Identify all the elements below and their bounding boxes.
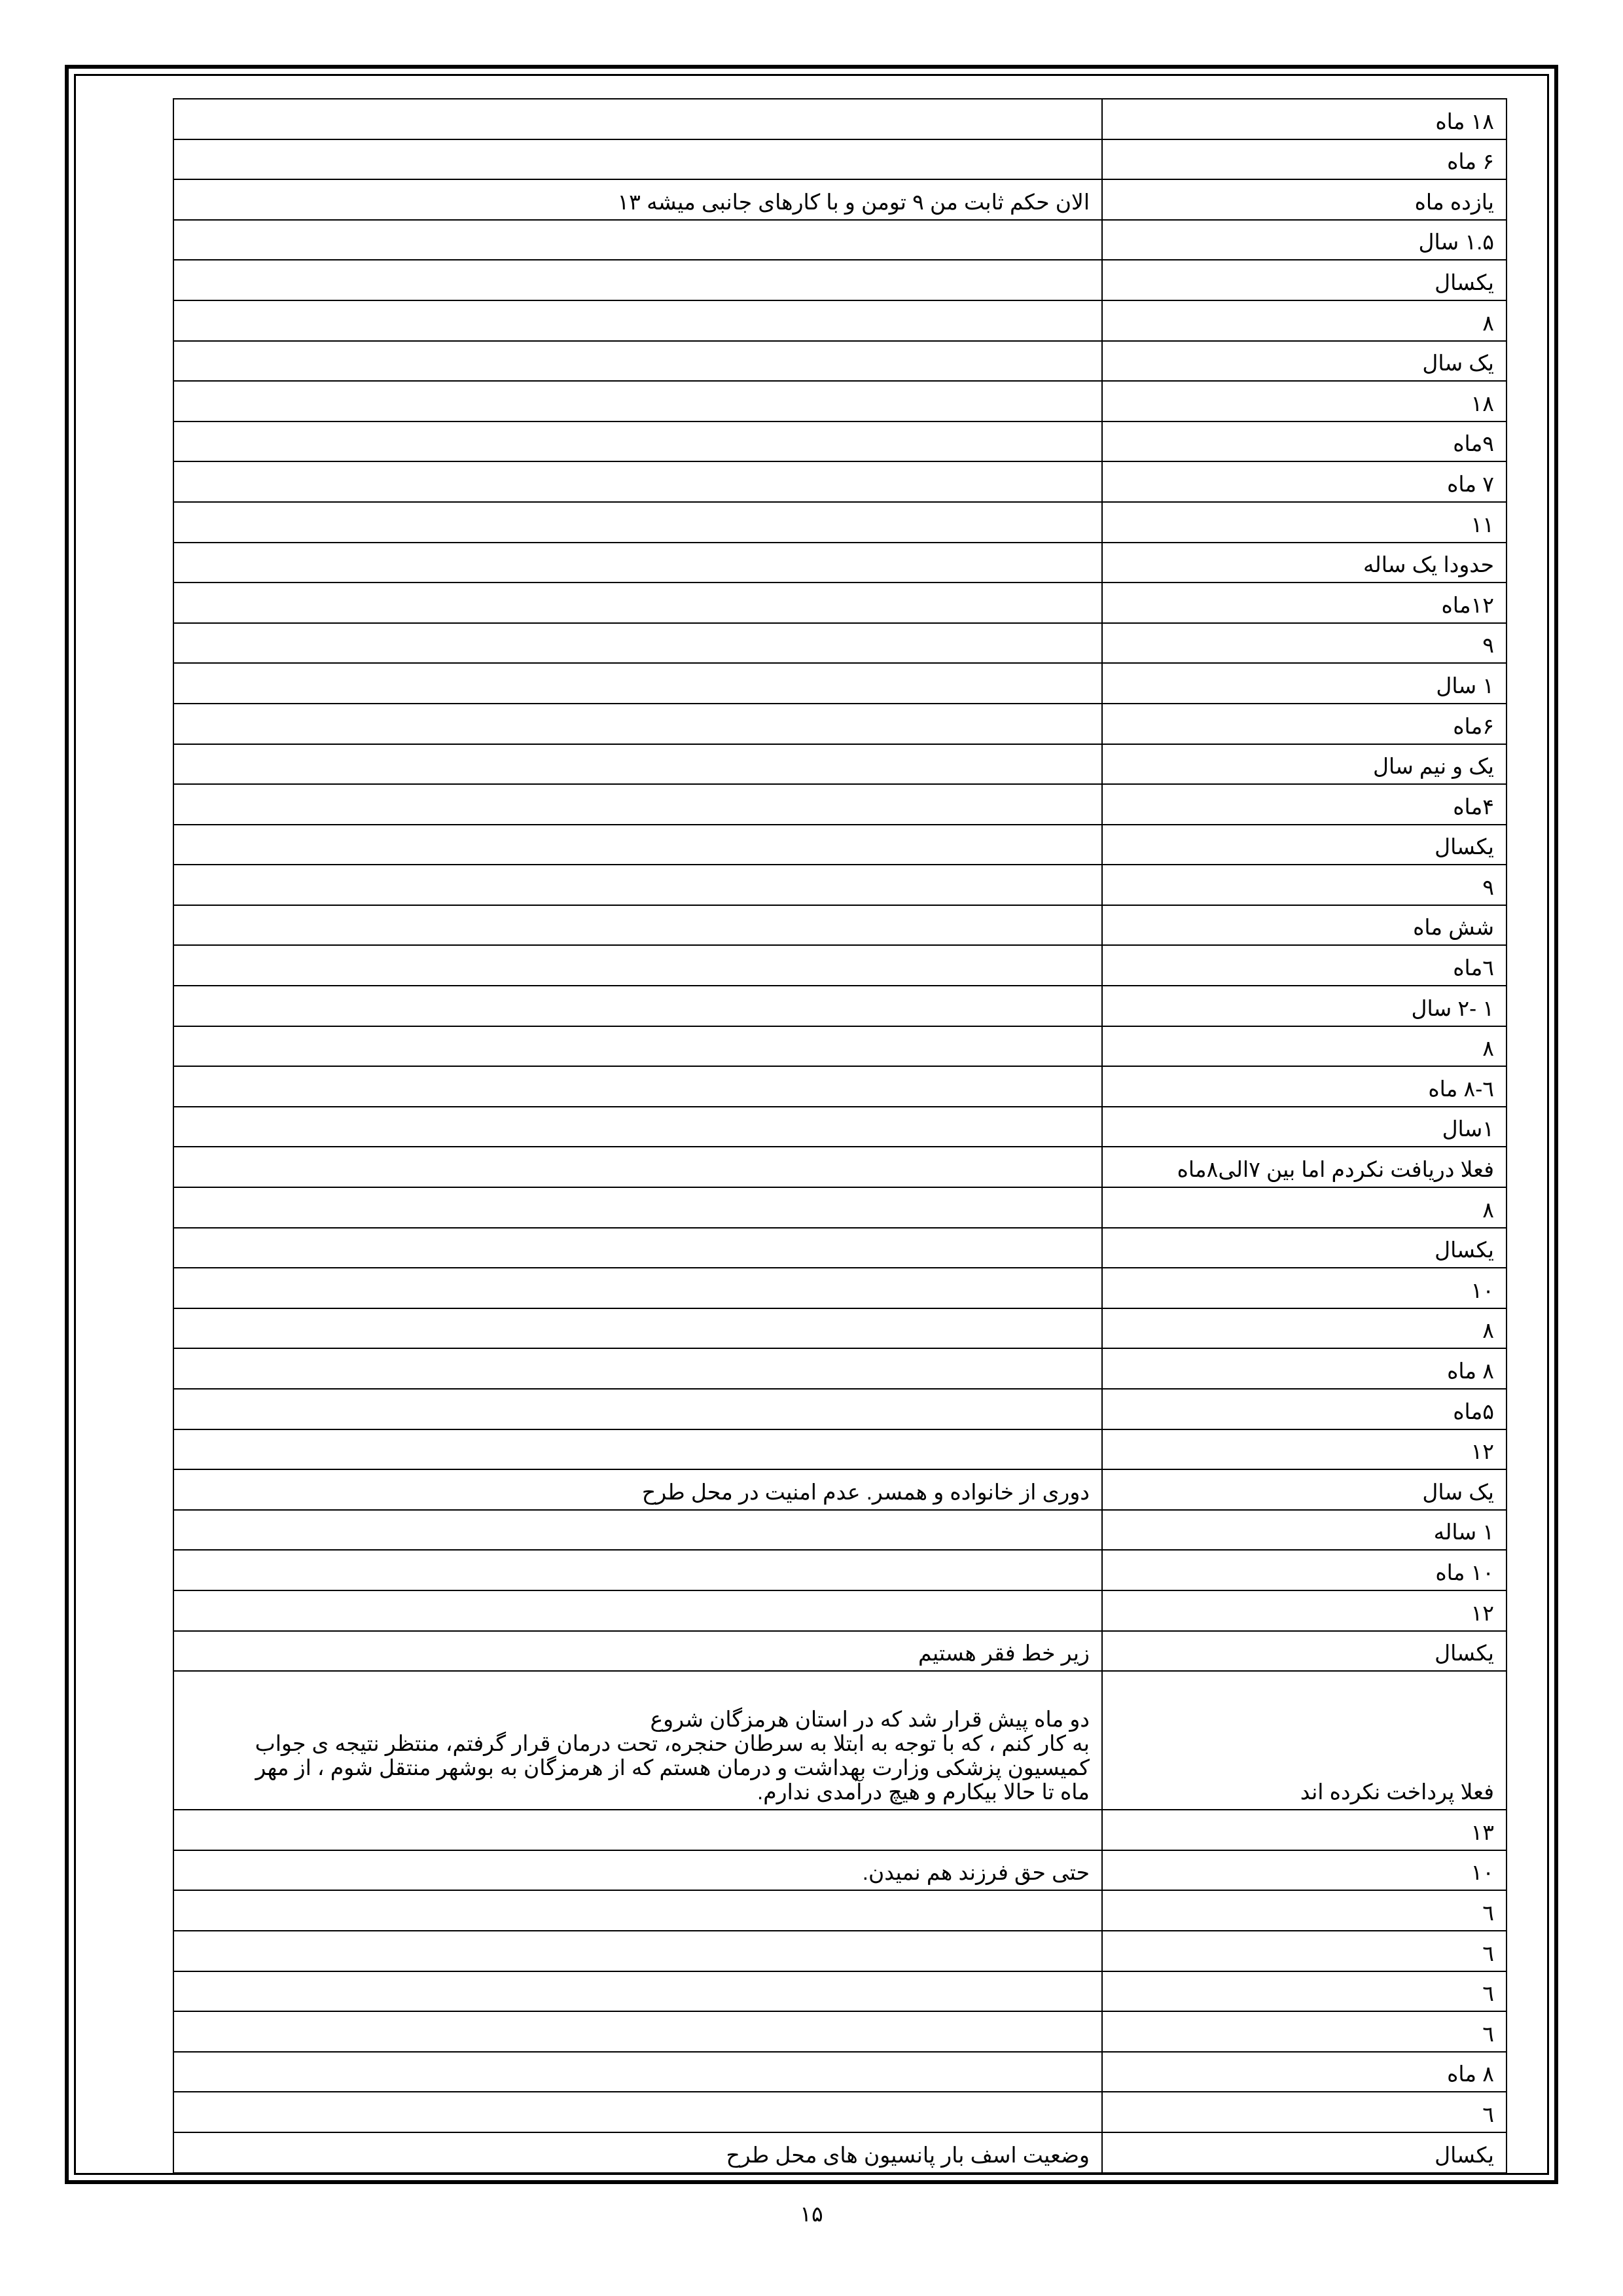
table-row [173,1147,1507,1187]
note-cell [173,2052,1102,2092]
duration-cell: ۷ ماه [1102,461,1507,502]
duration-cell: ۸ [1102,1308,1507,1349]
note-cell [173,1389,1102,1429]
duration-cell: یکسال [1102,2132,1507,2173]
duration-cell: ٦-۸ ماه [1102,1066,1507,1107]
table-row [173,422,1507,462]
note-line: ماه تا حالا بیکارم و هیچ درآمدی ندارم. [757,1780,1090,1804]
note-cell [173,300,1102,341]
note-cell: الان حکم ثابت من ۹ تومن و با کارهای جانبی میشه ۱۳ [173,179,1102,220]
note-cell [173,1147,1102,1187]
note-cell [173,945,1102,986]
table-row [173,300,1507,341]
note-cell [173,1890,1102,1931]
duration-cell: ٦ [1102,2011,1507,2052]
note-cell [173,139,1102,180]
table-row [173,1931,1507,1971]
table-row [173,1510,1507,1551]
duration-cell: ۴ماه [1102,784,1507,825]
table-row [173,905,1507,946]
survey-responses-table [173,98,1507,2174]
note-cell [173,341,1102,382]
table-row [173,1026,1507,1067]
table-row [173,1550,1507,1590]
duration-cell: یازده ماه [1102,179,1507,220]
note-cell [173,704,1102,744]
table-row [173,784,1507,825]
duration-cell: ۶ ماه [1102,139,1507,180]
note-cell [173,1931,1102,1971]
duration-cell: یک و نیم سال [1102,744,1507,785]
table-row [173,1107,1507,1147]
duration-cell: شش ماه [1102,905,1507,946]
table-row [173,502,1507,543]
table-row [173,825,1507,865]
table-row [173,260,1507,300]
note-cell [173,663,1102,704]
duration-cell: ۱سال [1102,1107,1507,1147]
duration-cell: ۱ -۲ سال [1102,986,1507,1026]
table-row [173,744,1507,785]
duration-cell: ۱۲ [1102,1590,1507,1631]
duration-cell: ٦ [1102,1890,1507,1931]
note-cell [173,1228,1102,1268]
page-number: ۱۵ [800,2202,823,2226]
duration-cell: فعلا دریافت نکردم اما بین ۷الی۸ماه [1102,1147,1507,1187]
duration-cell: ۱ ساله [1102,1510,1507,1551]
note-cell [173,461,1102,502]
table-row [173,1187,1507,1228]
note-cell [173,99,1102,139]
note-cell [173,1268,1102,1308]
note-line: به کار کنم ، که با توجه به ابتلا به سرطان حنجره، تحت درمان قرار گرفتم، منتظر نتیجه ی جواب [255,1731,1090,1756]
table-row [173,1810,1507,1850]
note-cell [173,825,1102,865]
duration-cell: ٦ [1102,1931,1507,1971]
duration-cell: یکسال [1102,1228,1507,1268]
table-row [173,139,1507,180]
duration-cell: ۸ [1102,1026,1507,1067]
table-row [173,1850,1507,1891]
duration-cell: ۱۸ [1102,381,1507,422]
note-cell [173,1066,1102,1107]
table-row [173,2052,1507,2092]
table-row [173,2132,1507,2173]
table-row [173,2092,1507,2132]
note-cell [173,784,1102,825]
table-row [173,99,1507,139]
note-cell [173,1308,1102,1349]
note-cell [173,905,1102,946]
note-cell [173,260,1102,300]
duration-cell: ۱۲ [1102,1429,1507,1470]
table-row [173,1469,1507,1510]
duration-cell: حدودا یک ساله [1102,543,1507,583]
note-cell: حتی حق فرزند هم نمیدن. [173,1850,1102,1891]
duration-cell: ۱۸ ماه [1102,99,1507,139]
table-row [173,986,1507,1026]
note-cell [173,1590,1102,1631]
table-row [173,583,1507,623]
table-row [173,543,1507,583]
table-row [173,1228,1507,1268]
note-cell [173,1971,1102,2012]
duration-cell: ۱.۵ سال [1102,220,1507,260]
table-row [173,865,1507,905]
table-row [173,1348,1507,1389]
table-row [173,461,1507,502]
table-row [173,1429,1507,1470]
note-cell [173,2011,1102,2052]
duration-cell: ۹ماه [1102,422,1507,462]
table-row [173,1590,1507,1631]
duration-cell: ۸ [1102,1187,1507,1228]
note-cell [173,1550,1102,1590]
duration-cell: ۸ ماه [1102,1348,1507,1389]
note-cell [173,502,1102,543]
table-row [173,1308,1507,1349]
duration-cell: ۱۲ماه [1102,583,1507,623]
duration-cell: ۵ماه [1102,1389,1507,1429]
note-cell [173,220,1102,260]
duration-cell: ۱۱ [1102,502,1507,543]
note-cell [173,865,1102,905]
duration-cell: ۱۰ [1102,1268,1507,1308]
note-cell: وضعیت اسف بار پانسیون های محل طرح [173,2132,1102,2173]
note-cell: دوری از خانواده و همسر. عدم امنیت در محل طرح [173,1469,1102,1510]
duration-cell: ٦ماه [1102,945,1507,986]
table-row [173,1631,1507,1672]
table-row [173,623,1507,664]
note-cell [173,1187,1102,1228]
duration-cell: ۱ سال [1102,663,1507,704]
duration-cell: ٦ [1102,2092,1507,2132]
table-row [173,704,1507,744]
table-row [173,945,1507,986]
note-cell [173,623,1102,664]
table-row [173,1066,1507,1107]
note-cell [173,422,1102,462]
duration-cell: یکسال [1102,260,1507,300]
duration-cell: ۹ [1102,865,1507,905]
duration-cell: ۸ [1102,300,1507,341]
note-cell [173,583,1102,623]
duration-cell: ۱۳ [1102,1810,1507,1850]
table-row [173,1268,1507,1308]
note-cell [173,1348,1102,1389]
table-row [173,179,1507,220]
note-cell [173,1026,1102,1067]
duration-cell: ۱۰ ماه [1102,1550,1507,1590]
note-cell [173,744,1102,785]
note-cell [173,1429,1102,1470]
note-cell [173,2092,1102,2132]
table-row [173,2011,1507,2052]
table-row [173,220,1507,260]
note-cell [173,986,1102,1026]
table-row [173,1389,1507,1429]
note-cell [173,1671,1102,1810]
table-row [173,381,1507,422]
duration-cell: ۶ماه [1102,704,1507,744]
note-cell: زیر خط فقر هستیم [173,1631,1102,1672]
duration-cell: یک سال [1102,341,1507,382]
table-row [173,1971,1507,2012]
note-cell [173,1810,1102,1850]
table-body [173,99,1507,2173]
duration-cell: ۱۰ [1102,1850,1507,1891]
note-cell [173,543,1102,583]
table-row [173,341,1507,382]
note-line: دو ماه پیش قرار شد که در استان هرمزگان شروع [650,1707,1090,1732]
table-row [173,663,1507,704]
duration-cell: ٦ [1102,1971,1507,2012]
duration-cell: ۸ ماه [1102,2052,1507,2092]
note-cell [173,1510,1102,1551]
note-line: کمیسیون پزشکی وزارت بهداشت و درمان هستم که از هرمزگان به بوشهر منتقل شوم ، از مهر [255,1755,1090,1780]
note-cell [173,1107,1102,1147]
table-row [173,1671,1507,1810]
duration-cell: فعلا پرداخت نکرده اند [1102,1671,1507,1810]
duration-cell: یک سال [1102,1469,1507,1510]
duration-cell: یکسال [1102,1631,1507,1672]
note-cell [173,381,1102,422]
duration-cell: ۹ [1102,623,1507,664]
duration-cell: یکسال [1102,825,1507,865]
table-row [173,1890,1507,1931]
